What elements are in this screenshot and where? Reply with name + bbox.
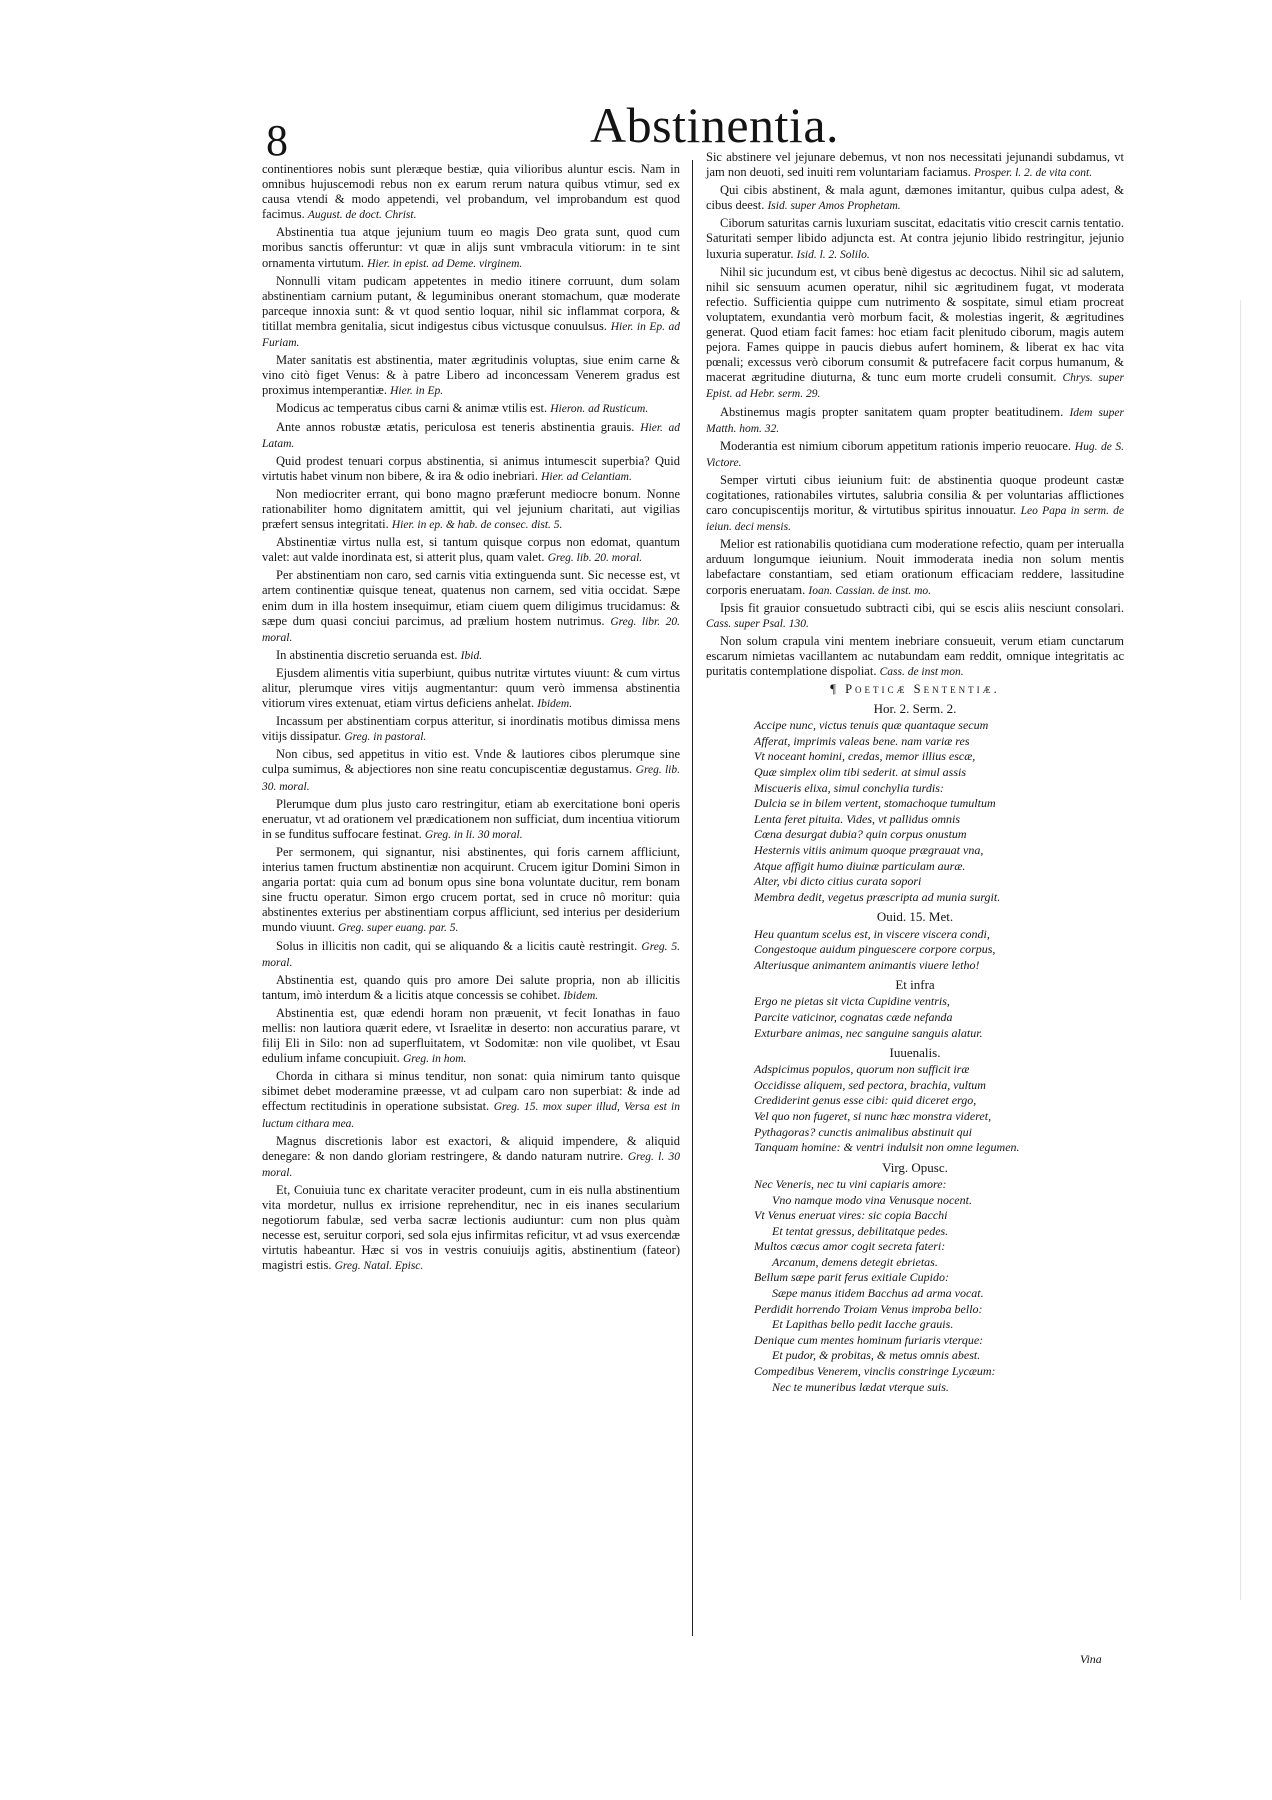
sentence-paragraph <box>706 150 1124 181</box>
left-column <box>262 162 680 1276</box>
sentence-text: Ejusdem alimentis vitia superbiunt, quibus nutritæ virtutes viuunt: & cum virtus alitur, plerumque vires vitijs augmentantur: quum verò immensa abstinentia vitiorum vires extenuat, etiam virtus deficiens anhelat. <box>262 665 680 711</box>
section-heading-poetica: ¶ Poeticæ Sententiæ. <box>830 682 1000 697</box>
sentence-text: Ipsis fit grauior consuetudo subtracti cibi, qui se escis aliis nesciunt consolari. <box>720 600 1124 615</box>
source-reference: Hier. in ep. & hab. de consec. dist. 5. <box>391 519 563 532</box>
sentence-text: Ante annos robustæ ætatis, periculosa est teneris abstinentia grauis. <box>276 419 635 434</box>
sentence-text: Sic abstinere vel jejunare debemus, vt non nos necessitati jejunandi subdamus, vt jam non deuoti, sed inuiti rem voluntariam faciamus. <box>706 150 1124 180</box>
source-reference: Greg. super euang. par. 5. <box>338 922 459 935</box>
verse-line: Ergo ne pietas sit victa Cupidine ventris, <box>754 994 950 1009</box>
source-reference: Ibid. <box>460 649 483 662</box>
source-reference: Greg. l. 30 moral. <box>262 1150 681 1179</box>
sentence-paragraph <box>262 648 680 664</box>
verse-line: Vno namque modo vina Venusque nocent. <box>772 1192 972 1207</box>
verse-line: Accipe nunc, victus tenuis quæ quantaque secum <box>754 718 989 733</box>
verse-line: Sæpe manus itidem Bacchus ad arma vocat. <box>772 1286 984 1301</box>
poetic-sentences <box>706 701 1124 1395</box>
sentence-paragraph <box>262 747 680 794</box>
verse-line: Alteriusque animantem animantis viuere letho! <box>754 957 980 972</box>
verse-line: Nec te muneribus lædat vterque suis. <box>772 1379 949 1394</box>
sentence-text: Per sermonem, qui signantur, nisi abstinentes, qui foris carnem affliciunt, interius tamen fructum abstinentiæ non acquirunt. Crucem igitur Domini Simon in angaria portat: quia cum ad bonum opus sine bona voluntate ducitur, rem bonam sine fructu operatur. Simon ergo crucem portat, sed in cruce nô moritur: quia abstinentes exterius per abstinentiam corpus affliciunt, sed interius per desiderium mundo viuunt. <box>262 844 680 935</box>
sentence-paragraph <box>262 225 680 271</box>
source-reference: Greg. in pastoral. <box>344 731 427 744</box>
sentence-text: Abstinemus magis propter sanitatem quam propter beatitudinem. <box>720 404 1064 419</box>
source-reference: Isid. super Amos Prophetam. <box>767 200 901 213</box>
verse-line: Afferat, imprimis valeas bene. nam variæ res <box>754 733 970 748</box>
verse-line: Alter, vbi dicto citius curata sopori <box>754 874 922 889</box>
poem-verses <box>706 718 1124 905</box>
sentence-paragraph <box>262 401 680 417</box>
sentence-paragraph <box>706 405 1124 437</box>
poem-source: Virg. Opusc. <box>882 1159 948 1175</box>
sentence-text: Non cibus, sed appetitus in vitio est. Vnde & lautiores cibos plerumque sine culpa sumimus, & abjectiores non sine reatu concupiscentiæ degustamus. <box>262 747 680 777</box>
sentence-paragraph <box>262 568 680 645</box>
source-reference: Hug. de S. Victore. <box>706 440 1124 469</box>
verse-line: Compedibus Venerem, vinclis constringe Lycæum: <box>754 1364 996 1379</box>
source-reference: August. de doct. Christ. <box>307 209 417 222</box>
sentence-paragraph <box>262 1069 680 1131</box>
sentence-paragraph <box>262 939 680 971</box>
verse-line: Pythagoras? cunctis animalibus abstinuit qui <box>754 1124 972 1139</box>
sentence-paragraph <box>262 1134 680 1181</box>
sentence-text: Quid prodest tenuari corpus abstinentia, si animus intumescit superbia? Quid virtutis habet vinum non bibere, & ira & odio inebriari. <box>262 453 680 483</box>
sentence-text: Abstinentia est, quæ edendi horam non præuenit, vt fecit Ionathas in fauo mellis: non lautiora quærit edere, vt Israelitæ in deserto: non accuratius parare, vt filij Eli in Silo: non ad superfluitatem, vt Sodomitæ: non vile quolibet, vt Esau edulium infame concupiuit. <box>262 1005 680 1066</box>
sentence-text: Incassum per abstinentiam corpus atteritur, si inordinatis motibus dimissa mens vitijs dissipatur. <box>262 714 680 744</box>
sentence-paragraph <box>706 216 1124 262</box>
source-reference: Ibidem. <box>563 989 599 1002</box>
verse-line: Occidisse aliquem, sed pectora, brachia, vultum <box>754 1077 986 1092</box>
sentence-paragraph <box>262 797 680 843</box>
sentence-paragraph <box>262 1006 680 1067</box>
poem-verses <box>706 1177 1124 1395</box>
sentence-text: Melior est rationabilis quotidiana cum moderatione refectio, quam per interualla arduum longumque ieiunium. Nouit immoderata inedia non solum mentis labefactare constantiam, sed etiam orationum efficaciam reddere, lassitudine corporis eneruatam. <box>706 537 1124 597</box>
verse-line: Et Lapithas bello pedit Iacche grauis. <box>772 1317 954 1332</box>
source-reference: Hier. in Ep. ad Furiam. <box>262 320 681 350</box>
source-reference: Greg. lib. 30. moral. <box>262 764 681 793</box>
sentence-paragraph <box>262 353 680 399</box>
sentence-paragraph <box>262 845 680 937</box>
source-reference: Leo Papa in serm. de ieiun. deci mensis. <box>706 505 1125 534</box>
sentence-text: In abstinentia discretio seruanda est. <box>276 647 458 662</box>
sentence-text: Ciborum saturitas carnis luxuriam suscitat, edacitatis vitio crescit carnis tentatio. Saturitati semper libido adjuncta est. At contra jejunio libido restringitur, jejunio luxuria superatur. <box>706 216 1124 261</box>
sentence-text: Mater sanitatis est abstinentia, mater ægritudinis voluptas, siue enim carne & vino citò figet Venus: & à patre Libero ad inconcessam Venerem gradus est proximus intemperantiæ. <box>262 353 680 398</box>
source-reference: Hieron. ad Rusticum. <box>550 403 649 416</box>
verse-line: Denique cum mentes hominum furiaris vterque: <box>754 1332 984 1347</box>
sentence-text: Abstinentia est, quando quis pro amore Dei salute propria, non ab illicitis tantum, imò interdum & a licitis atque concessis se cohibet. <box>262 972 680 1002</box>
poem-verses <box>706 927 1124 974</box>
source-reference: Ioan. Cassian. de inst. mo. <box>808 584 932 597</box>
source-reference: Hier. ad Latam. <box>262 421 680 450</box>
verse-line: Et pudor, & probitas, & metus omnis abest. <box>772 1348 981 1363</box>
source-reference: Greg. in li. 30 moral. <box>424 828 523 841</box>
sentence-paragraph <box>706 537 1124 598</box>
sentence-paragraph <box>262 973 680 1004</box>
sentence-text: Abstinentia tua atque jejunium tuum eo magis Deo grata sunt, quod cum moribus sanctis offeruntur: vt quæ in alijs sunt vmbracula vitiorum: in te sint ornamenta virtutum. <box>262 225 680 270</box>
sentence-text: Abstinentiæ virtus nulla est, si tantum quisque corpus non edomat, quantum valet: aut valde inordinata est, si atterit plus, quam valet. <box>262 535 680 565</box>
verse-line: Vel quo non fugeret, si nunc hæc monstra videret, <box>754 1109 992 1124</box>
verse-line: Miscueris elixa, simul conchylia turdis: <box>754 780 944 795</box>
source-reference: Greg. lib. 20. moral. <box>547 552 643 565</box>
sentence-paragraph <box>706 183 1124 214</box>
verse-line: Hesternis vitiis animum quoque prægrauat vna, <box>754 843 984 858</box>
verse-line: Vt Venus eneruat vires: sic copia Bacchi <box>754 1208 948 1223</box>
verse-line: Exturbare animas, nec sanguine sanguis alatur. <box>754 1025 983 1040</box>
verse-line: Arcanum, demens detegit ebrietas. <box>772 1254 938 1269</box>
source-reference: Greg. 5. moral. <box>262 940 681 969</box>
poem-verses <box>706 994 1124 1041</box>
sentence-text: Chorda in cithara si minus tenditur, non sonat: quia nimirum tanto quisque sibimet debet moderamine præesse, vt ad culpam caro non superbiat: & inde ad effectum rectitudinis in operatione subsistat. <box>262 1069 680 1114</box>
verse-line: Nec Veneris, nec tu vini capiaris amore: <box>754 1176 947 1191</box>
page-number: 8 <box>266 116 288 165</box>
verse-line: Congestoque auidum pinguescere corpore corpus, <box>754 942 996 957</box>
source-reference: Hier. in epist. ad Deme. virginem. <box>367 257 523 270</box>
poem-source: Ouid. 15. Met. <box>876 909 954 925</box>
source-reference: Greg. libr. 20. moral. <box>262 615 680 644</box>
verse-line: Heu quantum scelus est, in viscere viscera condi, <box>754 926 990 941</box>
sentence-text: Modicus ac temperatus cibus carni & animæ vtilis est. <box>276 401 548 416</box>
source-reference: Cass. super Psal. 130. <box>706 617 809 630</box>
verse-line: Quæ simplex olim tibi sederit. at simul assis <box>754 765 967 780</box>
sentence-paragraph <box>262 1183 680 1275</box>
source-reference: Cass. de inst mon. <box>879 666 964 678</box>
source-reference: Greg. Natal. Episc. <box>334 1260 424 1273</box>
verse-line: Cœna desurgat dubia? quin corpus onustum <box>754 827 967 842</box>
right-column-sentences <box>706 150 1124 680</box>
verse-line: Perdidit horrendo Troiam Venus improba bello: <box>754 1301 983 1316</box>
sentence-paragraph <box>706 473 1124 535</box>
source-reference: Greg. in hom. <box>402 1053 467 1066</box>
verse-line: Vt noceant homini, credas, memor illius escæ, <box>754 749 976 764</box>
sentence-paragraph <box>706 601 1124 632</box>
verse-line: Atque affigit humo diuinæ particulam auræ. <box>754 858 966 873</box>
verse-line: Crediderint genus esse cibi: quid diceret ergo, <box>754 1093 977 1108</box>
sentence-paragraph <box>262 274 680 351</box>
sentence-text: Qui cibis abstinent, & mala agunt, dæmones imitantur, quibus culpa adest, & cibus deest. <box>706 183 1124 213</box>
sentence-text: Nonnulli vitam pudicam appetentes in medio itinere corruunt, dum solam abstinentiam carnium putant, & leguminibus onerant stomachum, quæ moderate parceque innoxia sunt: & vt quod sentio loquar, nihil sic inflammat corpora, & titillat membra genitalia, sicut indigestus cibus victusque conuulsus. <box>262 273 680 333</box>
poem-source: Et infra <box>895 977 935 993</box>
running-title: Abstinentia. <box>590 97 840 153</box>
sentence-paragraph <box>262 714 680 745</box>
sentence-text: Solus in illicitis non cadit, qui se aliquando & a licitis cautè restringit. <box>276 938 638 953</box>
source-reference: Idem super Matth. hom. 32. <box>706 406 1124 435</box>
verse-line: Adspicimus populos, quorum non sufficit iræ <box>754 1062 970 1077</box>
source-reference: Chrys. super Epist. ad Hebr. serm. 29. <box>706 372 1125 401</box>
catchword: Vina <box>1080 1652 1102 1666</box>
sentence-paragraph <box>262 487 680 533</box>
sentence-text: Moderantia est nimium ciborum appetitum rationis imperio reuocare. <box>720 438 1071 453</box>
verse-line: Tanquam homine: & ventri indulsit non omne legumen. <box>754 1140 1020 1155</box>
source-reference: Greg. 15. mox super illud, Versa est in luctum cithara mea. <box>262 1101 680 1130</box>
verse-line: Parcite vaticinor, cognatas cæde nefanda <box>754 1009 953 1024</box>
sentence-paragraph <box>706 439 1124 471</box>
verse-line: Lenta feret pituita. Vides, vt pallidus omnis <box>754 811 960 826</box>
sentence-text: Non solum crapula vini mentem inebriare consueuit, verum etiam cunctarum escarum nimietas vacillantem ac nutabundam eam reddit, omnique integritatis ac puritatis contemplatione dispoliat. <box>706 633 1124 678</box>
sentence-paragraph <box>262 454 680 485</box>
sentence-text: Per abstinentiam non caro, sed carnis vitia extinguenda sunt. Sic necesse est, vt artem continentiæ quisque teneat, quatenus non carnem, sed vitia occidat. Sæpe enim dum in illa hostem insequimur, etiam ciuem quem diligimus trucidamus: & sæpe dum quasi conciui parcimus, ad prælium hostem nutrimus. <box>262 568 680 628</box>
poem-source: Iuuenalis. <box>889 1045 941 1061</box>
sentence-text: Et, Conuiuia tunc ex charitate veraciter prodeunt, cum in eis nulla abstinentium vita mordetur, nullus ex irrisione reprehenditur, nec in eis inanes secularium negotiorum fabulæ, sed verba sacræ lectionis audiuntur: cum non plus quàm necesse est, seruitur corpori, sed sola ejus infirmitas reficitur, vt ad vsus exercendæ virtutis habeantur. Hæc si vos in vestris conuiuijs agitis, abstinentium (fateor) magistri estis. <box>262 1182 680 1273</box>
sentence-paragraph <box>262 162 680 223</box>
verse-line: Membra dedit, vegetus præscripta ad munia surgit. <box>754 889 1001 904</box>
poem-verses <box>706 1062 1124 1156</box>
sentence-text: Plerumque dum plus justo caro restringitur, etiam ab exercitatione boni operis eneruatur, vt ad orationem vel prædicationem non sufficiat, dum incentiua vitiorum in se funditus suffocare festinat. <box>262 796 680 841</box>
scan-edge-shadow <box>1240 300 1241 1600</box>
sentence-paragraph <box>262 666 680 712</box>
source-reference: Ibidem. <box>537 698 573 711</box>
poem-source: Hor. 2. Serm. 2. <box>873 701 957 717</box>
verse-line: Multos cæcus amor cogit secreta fateri: <box>754 1239 946 1254</box>
verse-line: Et tentat gressus, debilitatque pedes. <box>772 1223 949 1238</box>
sentence-text: Nihil sic jucundum est, vt cibus benè digestus ac decoctus. Nihil sic ad salutem, nihil sic sensuum acumen operatur, nihil sic ægritudinem fugat, vt moderata refectio. Sufficientia quippe cum nutrimento & sospitate, simul etiam procreat voluptatem, exundantia verò morbum facit, & molestias ingerit, & ægritudines generat. Quod etiam facit fames: hoc etiam facit plenitudo ciborum, magis autem pejora. Fames quippe in paucis diebus aufert hominem, & liberat ex hac vita pœnali; excessus verò ciborum consumit & putrefacere facit corpus humanum, & macerat ægritudine diuturna, & tunc eum morte crudeli consumit. <box>706 264 1124 385</box>
source-reference: Isid. l. 2. Solilo. <box>796 248 870 261</box>
source-reference: Hier. ad Celantiam. <box>541 470 632 483</box>
source-reference: Hier. in Ep. <box>390 385 444 398</box>
column-divider <box>692 160 693 1636</box>
verse-line: Bellum sæpe parit ferus exitiale Cupido: <box>754 1270 949 1285</box>
verse-line: Dulcia se in bilem vertent, stomachoque tumultum <box>754 796 996 811</box>
sentence-paragraph <box>706 634 1124 680</box>
sentence-text: Magnus discretionis labor est exactori, & aliquid impendere, & aliquid denegare: & non dando gloriam restringere, & dando naturam nutrire. <box>262 1133 680 1163</box>
sentence-paragraph <box>262 535 680 566</box>
sentence-text: continentiores nobis sunt pleræque bestiæ, quia vilioribus aluntur escis. Nam in omnibus hujuscemodi rebus non ex earum rerum natura quibus vtimur, sed ex causa vtendi & modo appetendi, vel probandum, vel improbandum est quod facimus. <box>262 162 680 222</box>
sentence-text: Semper virtuti cibus ieiunium fuit: de abstinentia quoque prodeunt castæ cogitationes, rationabiles virtutes, salubria consilia & per voluntarias afflictiones caro concupiscentijs moritur, & virtutibus spiritus innouatur. <box>706 472 1124 518</box>
sentence-text: Non mediocriter errant, qui bono magno præferunt mediocre bonum. Nonne rationabiliter homo dignitatem amittit, qui vel jejunium charitati, aut vigilias præfert sensus integritati. <box>262 486 680 532</box>
sentence-paragraph <box>262 420 680 452</box>
right-column <box>706 150 1124 1395</box>
source-reference: Prosper. l. 2. de vita cont. <box>974 167 1093 180</box>
sentence-paragraph <box>706 265 1124 403</box>
